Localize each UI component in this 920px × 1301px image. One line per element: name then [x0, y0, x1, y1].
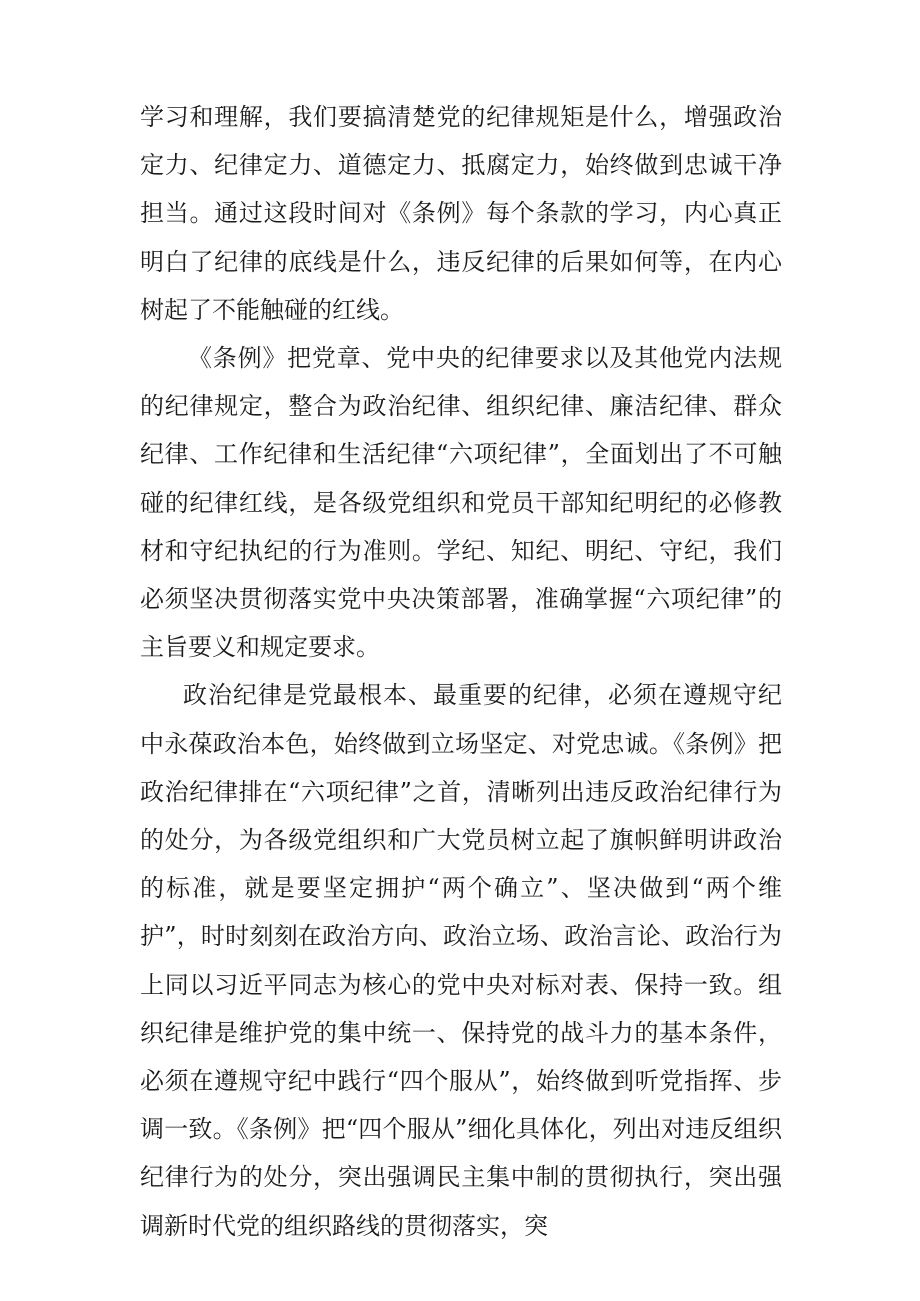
document-body [140, 93, 782, 1250]
paragraph-3: 政治纪律是党最根本、最重要的纪律，必须在遵规守纪中永葆政治本色，始终做到立场坚定、对党忠诚。《条例》把政治纪律排在“六项纪律”之首，清晰列出违反政治纪律行为的处分，为各级党组织和广大党员树立起了旗帜鲜明讲政治的标准，就是要坚定拥护“两个确立”、坚决做到“两个维护”，时时刻刻在政治方向、政治立场、政治言论、政治行为上同以习近平同志为核心的党中央对标对表、保持一致。组织纪律是维护党的集中统一、保持党的战斗力的基本条件，必须在遵规守纪中践行“四个服从”，始终做到听党指挥、步调一致。《条例》把“四个服从”细化具体化，列出对违反组织纪律行为的处分，突出强调民主集中制的贯彻执行，突出强调新时代党的组织路线的贯彻落实，突 [140, 681, 782, 1240]
paragraph-1: 学习和理解，我们要搞清楚党的纪律规矩是什么，增强政治定力、纪律定力、道德定力、抵腐定力，始终做到忠诚干净担当。通过这段时间对《条例》每个条款的学习，内心真正明白了纪律的底线是什么，违反纪律的后果如何等，在内心树起了不能触碰的红线。 [140, 103, 782, 324]
paragraph-2: 《条例》把党章、党中央的纪律要求以及其他党内法规的纪律规定，整合为政治纪律、组织纪律、廉洁纪律、群众纪律、工作纪律和生活纪律“六项纪律”，全面划出了不可触碰的纪律红线，是各级党组织和党员干部知纪明纪的必修教材和守纪执纪的行为准则。学纪、知纪、明纪、守纪，我们必须坚决贯彻落实党中央决策部署，准确掌握“六项纪律”的主旨要义和规定要求。 [140, 344, 782, 662]
